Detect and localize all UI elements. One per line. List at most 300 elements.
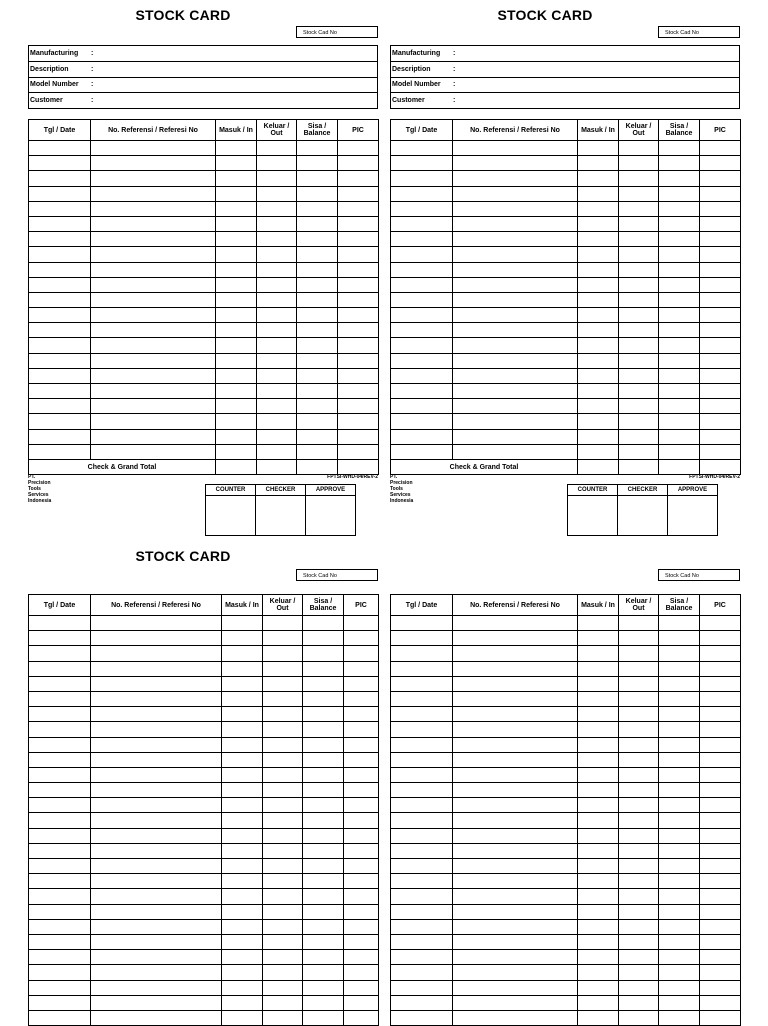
table-cell[interactable]: [29, 631, 91, 646]
table-cell[interactable]: [91, 616, 222, 631]
table-cell[interactable]: [578, 783, 619, 798]
table-cell[interactable]: [91, 171, 216, 186]
table-cell[interactable]: [263, 722, 303, 737]
table-cell[interactable]: [29, 171, 91, 186]
table-cell[interactable]: [344, 798, 379, 813]
table-cell[interactable]: [391, 813, 453, 828]
table-cell[interactable]: [216, 353, 257, 368]
table-cell[interactable]: [263, 707, 303, 722]
table-cell[interactable]: [29, 980, 91, 995]
table-cell[interactable]: [659, 292, 700, 307]
table-cell[interactable]: [578, 828, 619, 843]
table-cell[interactable]: [344, 980, 379, 995]
signature-box[interactable]: [256, 496, 306, 536]
table-cell[interactable]: [453, 646, 578, 661]
table-cell[interactable]: [659, 783, 700, 798]
table-cell[interactable]: [700, 141, 741, 156]
table-cell[interactable]: [700, 783, 741, 798]
table-cell[interactable]: [303, 646, 344, 661]
table-cell[interactable]: [700, 934, 741, 949]
table-cell[interactable]: [391, 262, 453, 277]
table-cell[interactable]: [297, 247, 338, 262]
table-cell[interactable]: [344, 904, 379, 919]
table-cell[interactable]: [700, 232, 741, 247]
table-cell[interactable]: [619, 767, 659, 782]
table-cell[interactable]: [338, 429, 379, 444]
table-cell[interactable]: [216, 141, 257, 156]
table-cell[interactable]: [338, 444, 379, 459]
table-cell[interactable]: [391, 798, 453, 813]
table-cell[interactable]: [303, 874, 344, 889]
table-cell[interactable]: [222, 950, 263, 965]
table-cell[interactable]: [453, 399, 578, 414]
table-cell[interactable]: [453, 631, 578, 646]
table-cell[interactable]: [297, 171, 338, 186]
table-cell[interactable]: [257, 216, 297, 231]
table-cell[interactable]: [344, 737, 379, 752]
table-cell[interactable]: [700, 737, 741, 752]
table-cell[interactable]: [619, 186, 659, 201]
table-cell[interactable]: [222, 1010, 263, 1025]
table-cell[interactable]: [29, 691, 91, 706]
table-cell[interactable]: [29, 676, 91, 691]
table-cell[interactable]: [344, 676, 379, 691]
table-cell[interactable]: [216, 399, 257, 414]
table-cell[interactable]: [29, 292, 91, 307]
table-cell[interactable]: [29, 722, 91, 737]
table-cell[interactable]: [216, 444, 257, 459]
table-cell[interactable]: [216, 338, 257, 353]
table-cell[interactable]: [391, 616, 453, 631]
table-cell[interactable]: [391, 676, 453, 691]
table-cell[interactable]: [263, 616, 303, 631]
table-cell[interactable]: [216, 247, 257, 262]
table-cell[interactable]: [619, 965, 659, 980]
table-cell[interactable]: [257, 399, 297, 414]
table-cell[interactable]: [453, 828, 578, 843]
table-cell[interactable]: [700, 399, 741, 414]
table-cell[interactable]: [29, 338, 91, 353]
table-cell[interactable]: [659, 904, 700, 919]
table-cell[interactable]: [453, 429, 578, 444]
table-cell[interactable]: [344, 783, 379, 798]
table-cell[interactable]: [578, 646, 619, 661]
table-cell[interactable]: [578, 292, 619, 307]
table-cell[interactable]: [659, 646, 700, 661]
table-cell[interactable]: [700, 368, 741, 383]
table-cell[interactable]: [91, 444, 216, 459]
table-cell[interactable]: [303, 631, 344, 646]
total-cell[interactable]: [257, 459, 297, 474]
table-cell[interactable]: [578, 631, 619, 646]
table-cell[interactable]: [453, 707, 578, 722]
table-cell[interactable]: [659, 767, 700, 782]
table-cell[interactable]: [257, 156, 297, 171]
table-cell[interactable]: [338, 292, 379, 307]
table-cell[interactable]: [344, 752, 379, 767]
table-cell[interactable]: [700, 798, 741, 813]
table-cell[interactable]: [700, 156, 741, 171]
table-cell[interactable]: [659, 201, 700, 216]
table-cell[interactable]: [578, 262, 619, 277]
table-cell[interactable]: [700, 444, 741, 459]
table-cell[interactable]: [391, 399, 453, 414]
table-cell[interactable]: [216, 384, 257, 399]
table-cell[interactable]: [619, 323, 659, 338]
table-cell[interactable]: [303, 934, 344, 949]
table-cell[interactable]: [344, 616, 379, 631]
table-cell[interactable]: [391, 661, 453, 676]
table-cell[interactable]: [391, 889, 453, 904]
table-cell[interactable]: [659, 323, 700, 338]
table-cell[interactable]: [619, 429, 659, 444]
table-cell[interactable]: [619, 707, 659, 722]
table-cell[interactable]: [659, 995, 700, 1010]
table-cell[interactable]: [29, 646, 91, 661]
table-cell[interactable]: [391, 919, 453, 934]
table-cell[interactable]: [91, 201, 216, 216]
total-cell[interactable]: [700, 459, 741, 474]
table-cell[interactable]: [659, 338, 700, 353]
table-cell[interactable]: [263, 631, 303, 646]
table-cell[interactable]: [29, 368, 91, 383]
table-cell[interactable]: [303, 828, 344, 843]
table-cell[interactable]: [391, 201, 453, 216]
table-cell[interactable]: [391, 247, 453, 262]
table-cell[interactable]: [303, 737, 344, 752]
table-cell[interactable]: [29, 384, 91, 399]
table-cell[interactable]: [29, 843, 91, 858]
table-cell[interactable]: [619, 691, 659, 706]
table-cell[interactable]: [619, 201, 659, 216]
table-cell[interactable]: [297, 186, 338, 201]
table-cell[interactable]: [216, 429, 257, 444]
table-cell[interactable]: [659, 216, 700, 231]
table-cell[interactable]: [263, 843, 303, 858]
table-cell[interactable]: [578, 980, 619, 995]
table-cell[interactable]: [338, 414, 379, 429]
table-cell[interactable]: [578, 323, 619, 338]
table-cell[interactable]: [338, 216, 379, 231]
table-cell[interactable]: [263, 737, 303, 752]
table-cell[interactable]: [257, 262, 297, 277]
table-cell[interactable]: [29, 904, 91, 919]
table-cell[interactable]: [263, 1010, 303, 1025]
table-cell[interactable]: [619, 843, 659, 858]
table-cell[interactable]: [222, 676, 263, 691]
table-cell[interactable]: [91, 843, 222, 858]
table-cell[interactable]: [222, 646, 263, 661]
table-cell[interactable]: [578, 277, 619, 292]
table-cell[interactable]: [216, 323, 257, 338]
table-cell[interactable]: [453, 980, 578, 995]
table-cell[interactable]: [29, 616, 91, 631]
table-cell[interactable]: [91, 965, 222, 980]
table-cell[interactable]: [344, 707, 379, 722]
table-cell[interactable]: [222, 859, 263, 874]
table-cell[interactable]: [391, 141, 453, 156]
table-cell[interactable]: [619, 737, 659, 752]
table-cell[interactable]: [578, 216, 619, 231]
table-cell[interactable]: [263, 934, 303, 949]
table-cell[interactable]: [91, 308, 216, 323]
table-cell[interactable]: [391, 965, 453, 980]
table-cell[interactable]: [344, 691, 379, 706]
table-cell[interactable]: [29, 965, 91, 980]
table-cell[interactable]: [659, 661, 700, 676]
table-cell[interactable]: [619, 919, 659, 934]
stock-card-no-field[interactable]: Stock Cad No: [658, 569, 740, 581]
table-cell[interactable]: [391, 353, 453, 368]
table-cell[interactable]: [453, 919, 578, 934]
table-cell[interactable]: [91, 934, 222, 949]
table-cell[interactable]: [91, 353, 216, 368]
table-cell[interactable]: [297, 262, 338, 277]
table-cell[interactable]: [29, 767, 91, 782]
table-cell[interactable]: [391, 232, 453, 247]
table-cell[interactable]: [391, 156, 453, 171]
table-cell[interactable]: [344, 919, 379, 934]
table-cell[interactable]: [453, 691, 578, 706]
table-cell[interactable]: [619, 384, 659, 399]
table-cell[interactable]: [453, 934, 578, 949]
table-cell[interactable]: [659, 676, 700, 691]
table-cell[interactable]: [91, 277, 216, 292]
table-cell[interactable]: [29, 874, 91, 889]
info-field[interactable]: [29, 46, 378, 62]
table-cell[interactable]: [91, 661, 222, 676]
table-cell[interactable]: [263, 783, 303, 798]
table-cell[interactable]: [91, 691, 222, 706]
table-cell[interactable]: [659, 399, 700, 414]
table-cell[interactable]: [338, 277, 379, 292]
table-cell[interactable]: [344, 767, 379, 782]
total-cell[interactable]: [659, 459, 700, 474]
table-cell[interactable]: [257, 171, 297, 186]
table-cell[interactable]: [391, 646, 453, 661]
table-cell[interactable]: [29, 798, 91, 813]
table-cell[interactable]: [91, 874, 222, 889]
table-cell[interactable]: [453, 616, 578, 631]
table-cell[interactable]: [303, 616, 344, 631]
table-cell[interactable]: [216, 201, 257, 216]
table-cell[interactable]: [619, 874, 659, 889]
table-cell[interactable]: [700, 353, 741, 368]
table-cell[interactable]: [453, 216, 578, 231]
table-cell[interactable]: [29, 186, 91, 201]
table-cell[interactable]: [338, 323, 379, 338]
table-cell[interactable]: [303, 813, 344, 828]
info-field[interactable]: [391, 61, 740, 77]
table-cell[interactable]: [453, 384, 578, 399]
table-cell[interactable]: [297, 399, 338, 414]
table-cell[interactable]: [29, 859, 91, 874]
table-cell[interactable]: [216, 186, 257, 201]
table-cell[interactable]: [700, 707, 741, 722]
table-cell[interactable]: [91, 247, 216, 262]
table-cell[interactable]: [700, 616, 741, 631]
table-cell[interactable]: [700, 995, 741, 1010]
table-cell[interactable]: [700, 277, 741, 292]
table-cell[interactable]: [29, 752, 91, 767]
table-cell[interactable]: [29, 828, 91, 843]
table-cell[interactable]: [344, 661, 379, 676]
info-field[interactable]: [29, 93, 378, 109]
table-cell[interactable]: [619, 277, 659, 292]
table-cell[interactable]: [257, 414, 297, 429]
table-cell[interactable]: [303, 980, 344, 995]
table-cell[interactable]: [91, 384, 216, 399]
table-cell[interactable]: [344, 934, 379, 949]
table-cell[interactable]: [338, 247, 379, 262]
table-cell[interactable]: [338, 384, 379, 399]
table-cell[interactable]: [700, 661, 741, 676]
table-cell[interactable]: [578, 201, 619, 216]
table-cell[interactable]: [222, 965, 263, 980]
table-cell[interactable]: [578, 444, 619, 459]
table-cell[interactable]: [303, 798, 344, 813]
table-cell[interactable]: [391, 631, 453, 646]
table-cell[interactable]: [257, 247, 297, 262]
table-cell[interactable]: [91, 828, 222, 843]
table-cell[interactable]: [659, 156, 700, 171]
table-cell[interactable]: [91, 950, 222, 965]
table-cell[interactable]: [619, 616, 659, 631]
stock-card-no-field[interactable]: Stock Cad No: [658, 26, 740, 38]
table-cell[interactable]: [391, 934, 453, 949]
table-cell[interactable]: [619, 399, 659, 414]
table-cell[interactable]: [222, 752, 263, 767]
table-cell[interactable]: [222, 995, 263, 1010]
table-cell[interactable]: [29, 919, 91, 934]
table-cell[interactable]: [257, 444, 297, 459]
total-cell[interactable]: [338, 459, 379, 474]
table-cell[interactable]: [29, 429, 91, 444]
table-cell[interactable]: [659, 919, 700, 934]
table-cell[interactable]: [391, 737, 453, 752]
table-cell[interactable]: [659, 631, 700, 646]
table-cell[interactable]: [619, 1010, 659, 1025]
table-cell[interactable]: [391, 980, 453, 995]
table-cell[interactable]: [303, 676, 344, 691]
table-cell[interactable]: [29, 414, 91, 429]
total-cell[interactable]: [619, 459, 659, 474]
table-cell[interactable]: [263, 859, 303, 874]
table-cell[interactable]: [222, 616, 263, 631]
table-cell[interactable]: [391, 950, 453, 965]
table-cell[interactable]: [303, 752, 344, 767]
table-cell[interactable]: [700, 691, 741, 706]
table-cell[interactable]: [338, 262, 379, 277]
table-cell[interactable]: [222, 631, 263, 646]
table-cell[interactable]: [257, 308, 297, 323]
table-cell[interactable]: [578, 889, 619, 904]
table-cell[interactable]: [700, 919, 741, 934]
table-cell[interactable]: [619, 171, 659, 186]
table-cell[interactable]: [222, 874, 263, 889]
table-cell[interactable]: [344, 813, 379, 828]
table-cell[interactable]: [344, 1010, 379, 1025]
table-cell[interactable]: [257, 292, 297, 307]
table-cell[interactable]: [29, 889, 91, 904]
info-field[interactable]: [29, 77, 378, 93]
table-cell[interactable]: [303, 783, 344, 798]
table-cell[interactable]: [578, 813, 619, 828]
table-cell[interactable]: [619, 904, 659, 919]
table-cell[interactable]: [700, 843, 741, 858]
table-cell[interactable]: [659, 691, 700, 706]
table-cell[interactable]: [91, 813, 222, 828]
table-cell[interactable]: [303, 859, 344, 874]
signature-box[interactable]: [668, 496, 718, 536]
total-cell[interactable]: [578, 459, 619, 474]
table-cell[interactable]: [700, 874, 741, 889]
table-cell[interactable]: [297, 414, 338, 429]
table-cell[interactable]: [578, 737, 619, 752]
table-cell[interactable]: [700, 308, 741, 323]
stock-card-no-field[interactable]: Stock Cad No: [296, 26, 378, 38]
table-cell[interactable]: [391, 216, 453, 231]
table-cell[interactable]: [29, 323, 91, 338]
table-cell[interactable]: [222, 661, 263, 676]
table-cell[interactable]: [619, 292, 659, 307]
table-cell[interactable]: [263, 691, 303, 706]
table-cell[interactable]: [659, 798, 700, 813]
table-cell[interactable]: [619, 216, 659, 231]
table-cell[interactable]: [453, 874, 578, 889]
table-cell[interactable]: [391, 338, 453, 353]
table-cell[interactable]: [257, 368, 297, 383]
table-cell[interactable]: [303, 950, 344, 965]
table-cell[interactable]: [619, 308, 659, 323]
table-cell[interactable]: [303, 843, 344, 858]
table-cell[interactable]: [453, 308, 578, 323]
table-cell[interactable]: [29, 262, 91, 277]
table-cell[interactable]: [257, 384, 297, 399]
table-cell[interactable]: [453, 767, 578, 782]
table-cell[interactable]: [453, 798, 578, 813]
table-cell[interactable]: [91, 676, 222, 691]
table-cell[interactable]: [91, 995, 222, 1010]
table-cell[interactable]: [391, 767, 453, 782]
table-cell[interactable]: [263, 980, 303, 995]
table-cell[interactable]: [700, 186, 741, 201]
table-cell[interactable]: [619, 934, 659, 949]
table-cell[interactable]: [619, 414, 659, 429]
table-cell[interactable]: [453, 444, 578, 459]
table-cell[interactable]: [578, 338, 619, 353]
table-cell[interactable]: [453, 338, 578, 353]
table-cell[interactable]: [91, 1010, 222, 1025]
table-cell[interactable]: [619, 828, 659, 843]
table-cell[interactable]: [216, 414, 257, 429]
table-cell[interactable]: [700, 722, 741, 737]
info-field[interactable]: [391, 93, 740, 109]
table-cell[interactable]: [91, 141, 216, 156]
table-cell[interactable]: [578, 691, 619, 706]
table-cell[interactable]: [453, 186, 578, 201]
table-cell[interactable]: [659, 308, 700, 323]
table-cell[interactable]: [453, 1010, 578, 1025]
table-cell[interactable]: [303, 661, 344, 676]
table-cell[interactable]: [391, 859, 453, 874]
table-cell[interactable]: [222, 813, 263, 828]
table-cell[interactable]: [297, 201, 338, 216]
table-cell[interactable]: [257, 201, 297, 216]
table-cell[interactable]: [263, 965, 303, 980]
table-cell[interactable]: [619, 783, 659, 798]
table-cell[interactable]: [297, 338, 338, 353]
